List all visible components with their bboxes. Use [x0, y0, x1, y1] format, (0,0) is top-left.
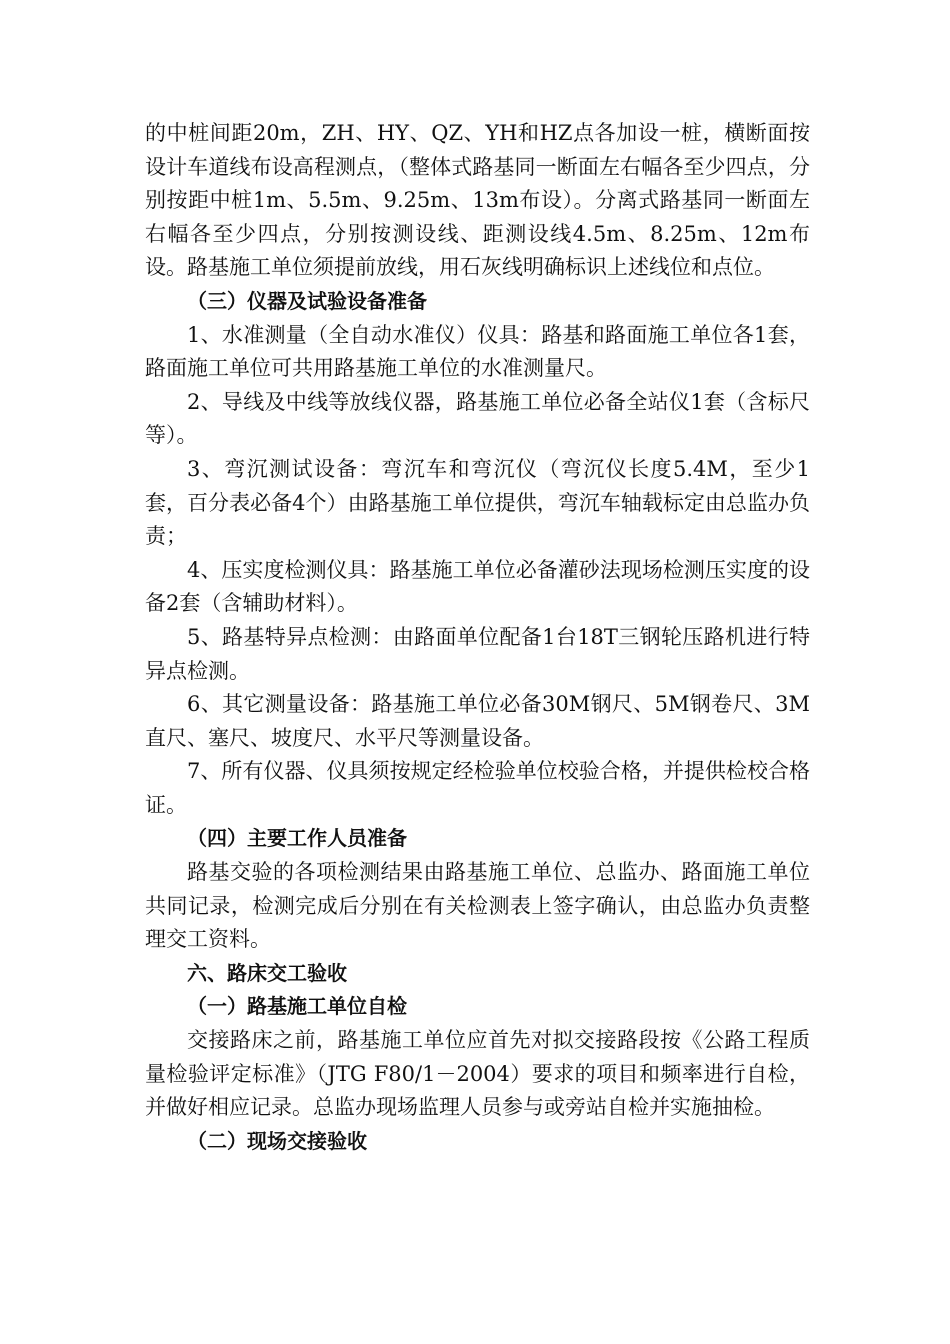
document-body	[145, 117, 810, 1158]
list-item-other-equipment: 6、其它测量设备：路基施工单位必备30M钢尺、5M钢卷尺、3M直尺、塞尺、坡度尺、水平尺等测量设备。	[145, 692, 810, 750]
section-heading-site-handover: （二）现场交接验收	[187, 1128, 367, 1153]
paragraph-self-check: 交接路床之前，路基施工单位应首先对拟交接路段按《公路工程质量检验评定标准》（JTG F80/1－2004）要求的项目和频率进行自检，并做好相应记录。总监办现场监理人员参与或旁站自检并实施抽检。	[145, 1028, 810, 1120]
list-item-calibration: 7、所有仪器、仪具须按规定经检验单位校验合格，并提供检校合格证。	[145, 759, 810, 817]
paragraph-personnel: 路基交验的各项检测结果由路基施工单位、总监办、路面施工单位共同记录，检测完成后分别在有关检测表上签字确认，由总监办负责整理交工资料。	[145, 860, 810, 952]
chapter-heading-subgrade-acceptance: 六、路床交工验收	[187, 960, 347, 985]
section-heading-instruments: （三）仪器及试验设备准备	[187, 288, 427, 313]
list-item-special-points: 5、路基特异点检测：由路面单位配备1台18T三钢轮压路机进行特异点检测。	[145, 624, 810, 683]
list-item-deflection: 3、弯沉测试设备：弯沉车和弯沉仪（弯沉仪长度5.4M，至少1套，百分表必备4个）由路基施工单位提供，弯沉车轴载标定由总监办负责；	[145, 456, 810, 549]
list-item-compaction: 4、压实度检测仪具：路基施工单位必备灌砂法现场检测压实度的设备2套（含辅助材料）。	[145, 557, 810, 616]
paragraph-stake-layout: 的中桩间距20m，ZH、HY、QZ、YH和HZ点各加设一桩，横断面按设计车道线布设高程测点，（整体式路基同一断面左右幅各至少四点，分别按距中桩1m、5.5m、9.25m、13m布设）。分离式路基同一断面左右幅各至少四点，分别按测设线、距测设线4.5m、8.25m、12m布设。路基施工单位须提前放线，用石灰线明确标识上述线位和点位。	[145, 121, 810, 280]
section-heading-self-check: （一）路基施工单位自检	[187, 994, 407, 1019]
section-heading-personnel: （四）主要工作人员准备	[187, 826, 407, 851]
list-item-total-station: 2、导线及中线等放线仪器，路基施工单位必备全站仪1套（含标尺等）。	[145, 389, 810, 448]
list-item-level-survey: 1、水准测量（全自动水准仪）仪具：路基和路面施工单位各1套，路面施工单位可共用路基施工单位的水准测量尺。	[145, 322, 810, 381]
